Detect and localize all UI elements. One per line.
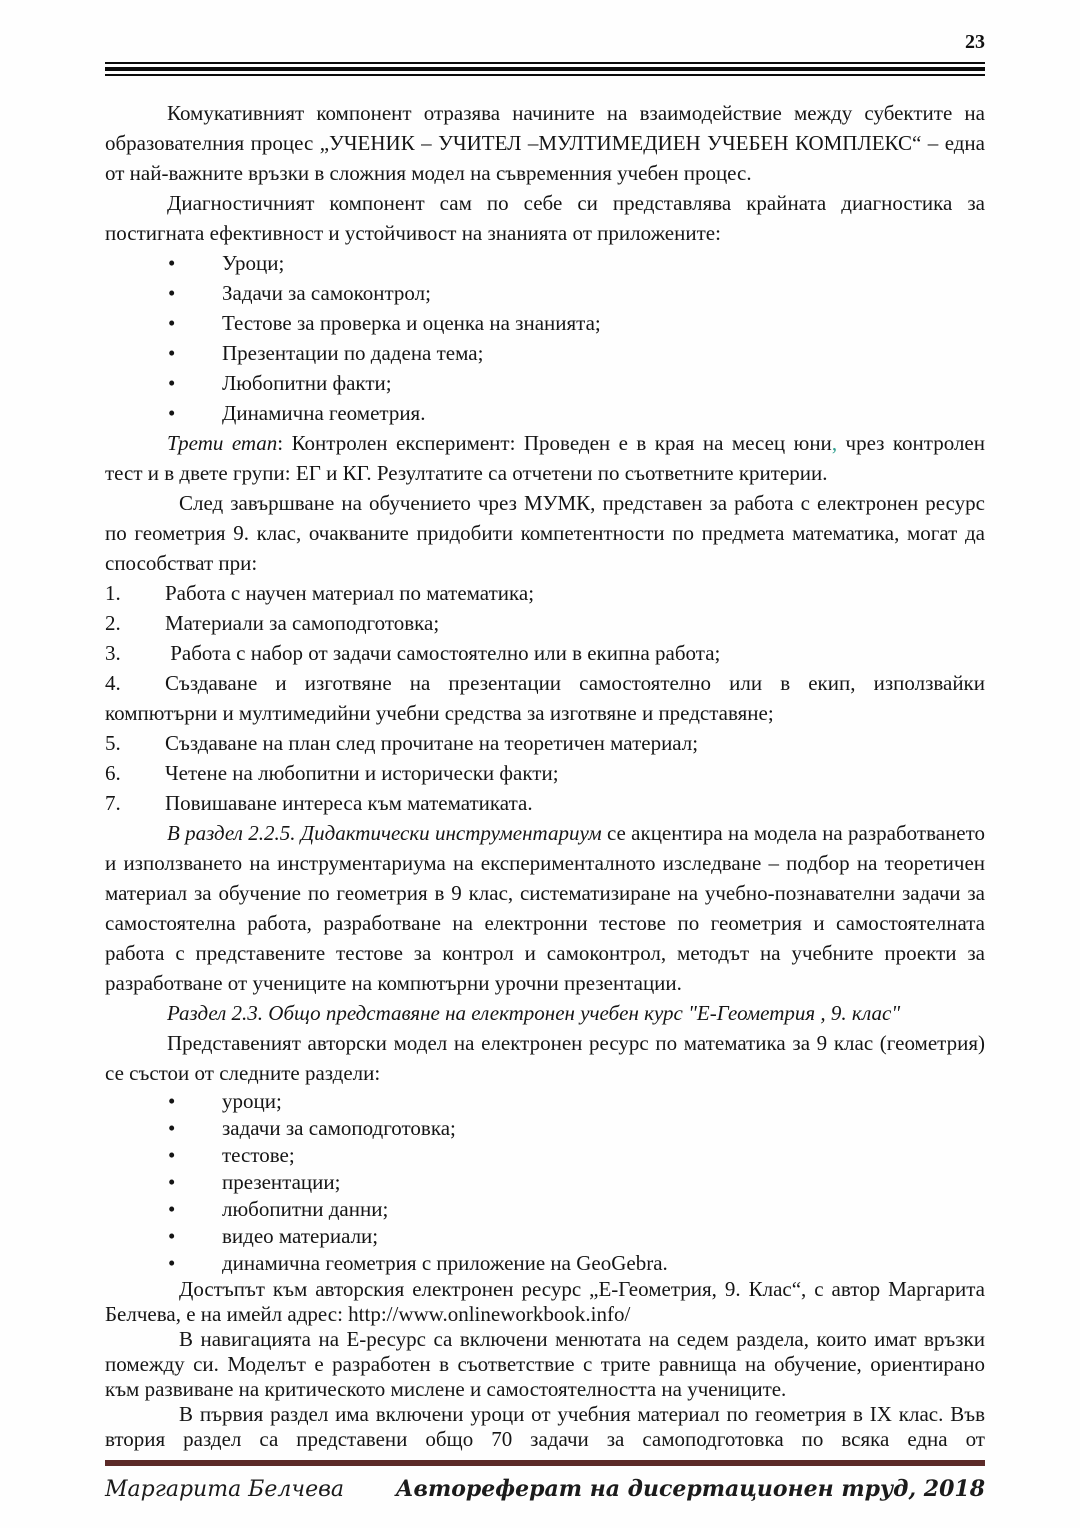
numbered-item — [105, 788, 985, 818]
page-footer — [0, 1452, 1080, 1502]
numbered-item — [105, 668, 985, 728]
item-number: 3. — [105, 641, 121, 665]
bullet-icon: • — [168, 1224, 176, 1248]
bullet-icon: • — [168, 251, 176, 275]
item-text: Работа с набор от задачи самостоятелно или в екипна работа; — [165, 641, 721, 665]
list-item — [105, 278, 985, 308]
section-225-lead: В раздел 2.2.5. Дидактически инструментариум — [167, 821, 602, 845]
list-item — [105, 338, 985, 368]
list-item-label: Тестове за проверка и оценка на знанията; — [222, 311, 601, 335]
paragraph-communicative-component: Комукативният компонент отразява начините на взаимодействие между субектите на образователния процес „УЧЕНИК – УЧИТЕЛ –МУЛТИМЕДИЕН УЧЕБЕН КОМПЛЕКС“ – една от най-важните връзки в сложния модел на съвременния учебен процес. — [105, 101, 985, 185]
header-rule-thin-top — [105, 62, 985, 64]
list-item — [105, 398, 985, 428]
list-item-label: тестове; — [222, 1143, 295, 1167]
footer-text-row — [105, 1476, 985, 1502]
list-item — [105, 1223, 985, 1250]
footer-rule — [105, 1460, 985, 1466]
bullet-icon: • — [168, 401, 176, 425]
list-item — [105, 1196, 985, 1223]
bullet-icon: • — [168, 311, 176, 335]
third-stage-text: : Контролен експеримент: Проведен е в края на месец юни — [277, 431, 832, 455]
teal-comma: , — [831, 431, 838, 455]
section-225-rest: се акцентира на модела на разработването и използването на инструментариума на експерименталното изследване – подбор на теоретичен материал за обучение по геометрия в 9 клас, систематизиране на учебно-познавателни задачи за самостоятелна работа, разработване на електронни тестове по геометрия и самостоятелната работа с представените тестове за контрол и самоконтрол, методът на учебните проекти за разработване от учениците на компютърни урочни презентации. — [105, 821, 985, 995]
paragraph-third-stage — [105, 428, 985, 488]
bullet-icon: • — [168, 1143, 176, 1167]
list-item — [105, 1169, 985, 1196]
item-number: 4. — [105, 671, 121, 695]
bullet-icon: • — [168, 371, 176, 395]
list-item-label: динамична геометрия с приложение на GeoGebra. — [222, 1251, 668, 1275]
competency-numbered-list — [105, 578, 985, 818]
header-rule-thick — [105, 67, 985, 71]
list-item — [105, 1115, 985, 1142]
item-text: Повишаване интереса към математиката. — [165, 791, 533, 815]
bullet-icon: • — [168, 1116, 176, 1140]
list-item-label: любопитни данни; — [222, 1197, 389, 1221]
list-item-label: видео материали; — [222, 1224, 379, 1248]
bullet-icon: • — [168, 1197, 176, 1221]
list-item-label: Уроци; — [222, 251, 285, 275]
header-rule — [105, 62, 985, 76]
numbered-item — [105, 728, 985, 758]
list-item — [105, 308, 985, 338]
footer-author: Маргарита Белчева — [105, 1477, 345, 1502]
paragraph-section-225 — [105, 818, 985, 998]
item-number: 2. — [105, 611, 121, 635]
list-item — [105, 1250, 985, 1277]
numbered-item — [105, 608, 985, 638]
third-stage-lead: Трети етап — [167, 431, 278, 455]
footer-doc-title: Автореферат на дисертационен труд, 2018 — [395, 1476, 985, 1502]
item-number: 1. — [105, 581, 121, 605]
item-text: Създаване на план след прочитане на теоретичен материал; — [165, 731, 699, 755]
paragraph-author-model: Представеният авторски модел на електронен ресурс по математика за 9 клас (геометрия) се състои от следните раздели: — [105, 1031, 985, 1085]
item-text: Четене на любопитни и исторически факти; — [165, 761, 559, 785]
list-item-label: Динамична геометрия. — [222, 401, 426, 425]
paragraph-navigation: В навигацията на Е-ресурс са включени менютата на седем раздела, които имат връзки помежду си. Моделът е разработен в съответствие с трите равнища на обучение, ориентирано към развиване на критическото мислене и самостоятелността на учениците. — [105, 1327, 985, 1401]
bullet-icon: • — [168, 341, 176, 365]
bullet-icon: • — [168, 1170, 176, 1194]
bullet-icon: • — [168, 281, 176, 305]
item-text: Материали за самоподготовка; — [165, 611, 440, 635]
paragraph-access — [105, 1277, 985, 1327]
numbered-item — [105, 578, 985, 608]
list-item-label: Любопитни факти; — [222, 371, 392, 395]
list-item-label: Презентации по дадена тема; — [222, 341, 484, 365]
resource-url: http://www.onlineworkbook.info/ — [348, 1302, 631, 1326]
resource-bullet-list — [105, 1088, 985, 1277]
list-item-label: Задачи за самоконтрол; — [222, 281, 431, 305]
list-item-label: задачи за самоподготовка; — [222, 1116, 456, 1140]
access-text: Достъпът към авторския електронен ресурс „Е-Геометрия, 9. Клас“, с автор Маргарита Белчева, е на имейл адрес: — [105, 1277, 985, 1326]
third-stage-rest: чрез контролен тест и в двете групи: ЕГ и КГ. Резултатите са отчетени по съответните критерии. — [105, 431, 985, 485]
list-item-label: уроци; — [222, 1089, 282, 1113]
list-item — [105, 1088, 985, 1115]
numbered-item — [105, 758, 985, 788]
paragraph-first-sections: В първия раздел има включени уроци от учебния материал по геометрия в IX клас. Във втория раздел са представени общо 70 задачи за самоподготовка по всяка една от — [105, 1402, 985, 1451]
item-text: Създаване и изготвяне на презентации самостоятелно или в екип, използвайки компютърни и мултимедийни учебни средства за изготвяне и представяне; — [105, 671, 985, 725]
list-item-label: презентации; — [222, 1170, 341, 1194]
bullet-icon: • — [168, 1251, 176, 1275]
heading-section-23: Раздел 2.3. Общо представяне на електронен учебен курс "Е-Геометрия , 9. клас" — [167, 1001, 901, 1025]
page-header — [0, 0, 1080, 76]
numbered-item — [105, 638, 985, 668]
item-text: Работа с научен материал по математика; — [165, 581, 535, 605]
list-item — [105, 248, 985, 278]
bullet-icon: • — [168, 1089, 176, 1113]
paragraph-after-training: След завършване на обучението чрез МУМК, представен за работа с електронен ресурс по геометрия 9. клас, очакваните придобити компетентности по предмета математика, могат да способстват при: — [105, 491, 985, 575]
item-number: 5. — [105, 731, 121, 755]
paragraph-diagnostic-component: Диагностичният компонент сам по себе си представлява крайната диагностика за постигната ефективност и устойчивост на знанията от приложените: — [105, 191, 985, 245]
list-item — [105, 1142, 985, 1169]
item-number: 6. — [105, 761, 121, 785]
page-number: 23 — [965, 31, 985, 53]
diagnostic-bullet-list — [105, 248, 985, 428]
document-body — [0, 76, 1080, 1452]
list-item — [105, 368, 985, 398]
item-number: 7. — [105, 791, 121, 815]
